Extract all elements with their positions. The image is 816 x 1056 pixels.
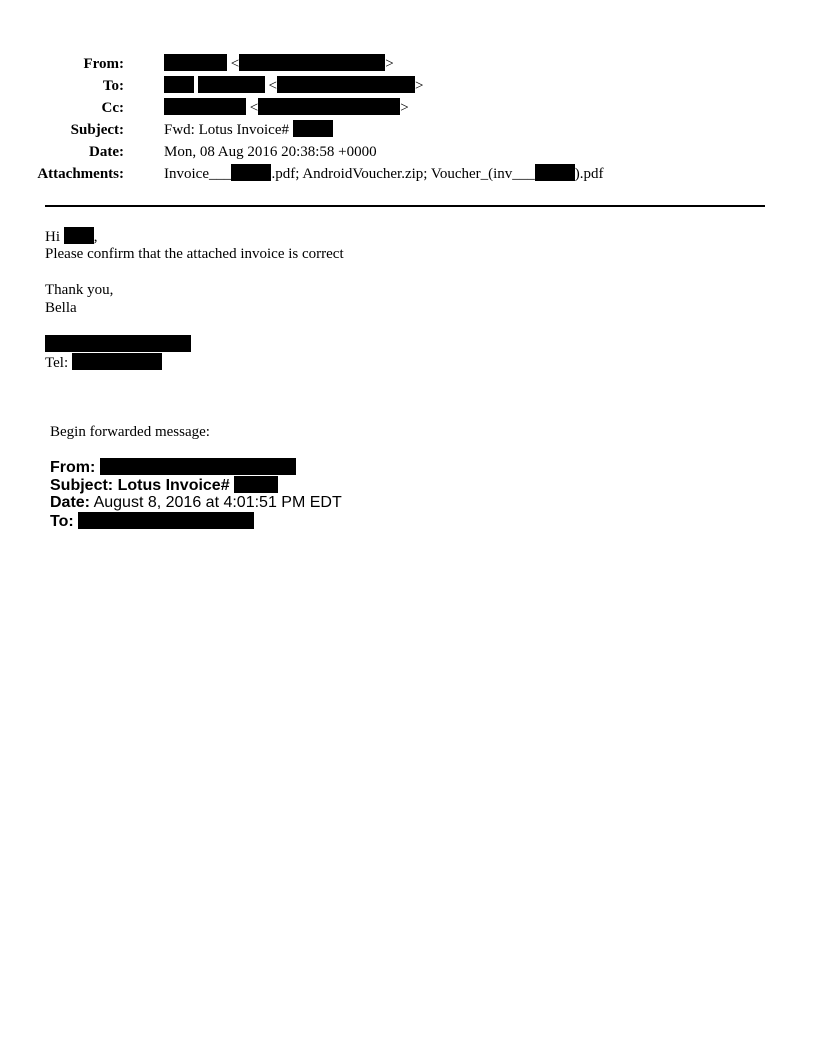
redacted-to-last-name	[198, 76, 265, 93]
attachment-1-prefix: Invoice___	[164, 166, 232, 182]
angle-open: <	[249, 100, 259, 116]
subject-text: Fwd: Lotus Invoice#	[164, 122, 289, 138]
attachments-label: Attachments:	[37, 166, 124, 182]
email-header	[0, 53, 780, 185]
to-label: To:	[102, 78, 124, 94]
redacted-from-name	[164, 54, 227, 71]
redacted-signature-title	[45, 335, 191, 352]
forwarded-intro: Begin forwarded message:	[50, 424, 210, 440]
subject-label: Subject:	[70, 122, 124, 138]
header-from-row	[0, 53, 780, 75]
redacted-recipient-name	[64, 227, 94, 244]
greeting: Hi	[45, 229, 60, 245]
attachment-list-middle: .pdf; AndroidVoucher.zip; Voucher_(inv___	[271, 166, 535, 182]
angle-open: <	[268, 78, 277, 94]
redacted-cc-name	[164, 98, 246, 115]
forwarded-from-row	[50, 458, 296, 477]
redacted-forwarded-to	[78, 512, 254, 529]
redacted-forwarded-from	[100, 458, 296, 475]
attachments-value	[164, 163, 604, 185]
closing: Thank you,	[45, 282, 114, 298]
forwarded-date-row	[50, 494, 342, 512]
redacted-from-email	[239, 54, 385, 71]
forwarded-from-label: From:	[50, 459, 96, 476]
redacted-cc-email	[258, 98, 400, 115]
tel-label: Tel:	[45, 355, 69, 371]
forwarded-to-label: To:	[50, 513, 74, 530]
forwarded-subject-row	[50, 476, 278, 495]
forwarded-date-value: August 8, 2016 at 4:01:51 PM EDT	[93, 494, 342, 511]
redacted-to-email	[277, 76, 415, 93]
header-cc-row	[0, 97, 780, 119]
angle-open: <	[230, 56, 240, 72]
redacted-attachment-3-id	[535, 164, 575, 181]
body-line-1: Please confirm that the attached invoice is correct	[45, 246, 344, 262]
cc-label: Cc:	[101, 100, 124, 116]
cc-value	[164, 97, 409, 119]
forwarded-to-row	[50, 512, 254, 531]
header-subject-row	[0, 119, 780, 141]
header-date-row	[0, 141, 780, 163]
redacted-invoice-number	[293, 120, 333, 137]
signature-name: Bella	[45, 300, 77, 316]
header-to-row	[0, 75, 780, 97]
to-value	[164, 75, 423, 97]
signature-title-line	[45, 335, 191, 354]
attachment-3-suffix: ).pdf	[574, 166, 604, 182]
redacted-phone	[72, 353, 162, 370]
date-value: Mon, 08 Aug 2016 20:38:58 +0000	[164, 144, 377, 160]
greeting-line	[45, 227, 98, 246]
subject-value	[164, 119, 333, 141]
header-divider	[45, 205, 765, 207]
redacted-attachment-1-id	[231, 164, 271, 181]
angle-close: >	[414, 78, 424, 94]
from-label: From:	[83, 56, 124, 72]
redacted-forwarded-invoice-number	[234, 476, 278, 493]
header-attachments-row	[0, 163, 780, 185]
date-label: Date:	[89, 144, 124, 160]
from-value	[164, 53, 394, 75]
redacted-to-first-name	[164, 76, 194, 93]
forwarded-subject-label: Subject:	[50, 477, 114, 494]
angle-close: >	[400, 100, 409, 116]
angle-close: >	[385, 56, 394, 72]
forwarded-subject-value: Lotus Invoice#	[117, 477, 230, 494]
tel-line	[45, 353, 162, 372]
forwarded-date-label: Date:	[50, 494, 91, 511]
greeting-comma: ,	[93, 229, 98, 245]
